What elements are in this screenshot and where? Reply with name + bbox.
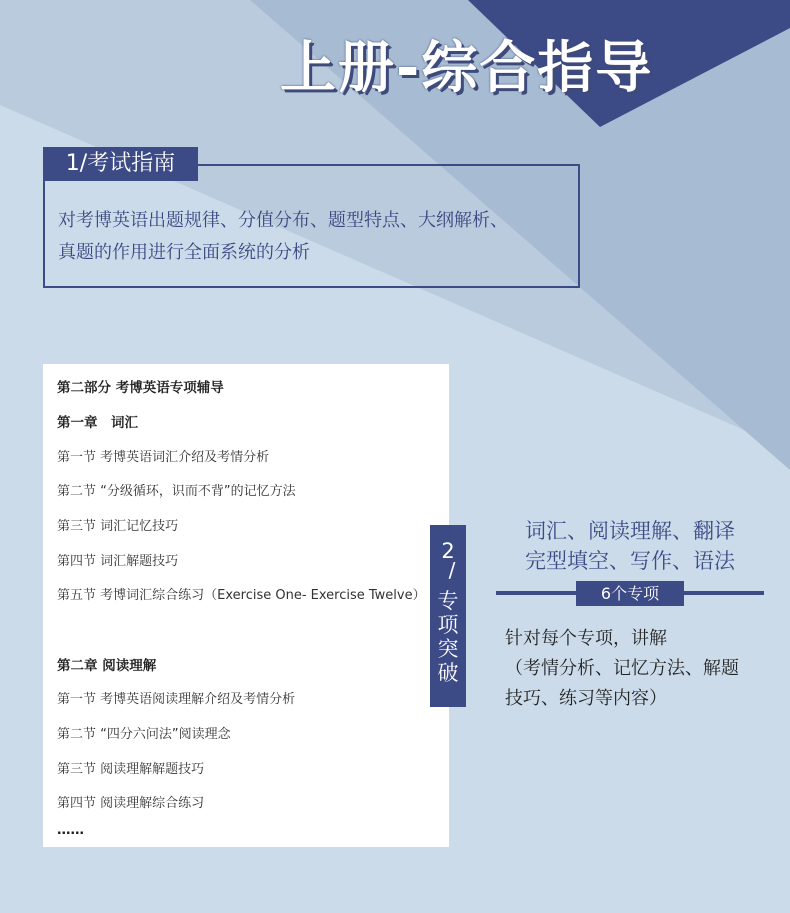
description-line: 技巧、练习等内容） (505, 688, 667, 709)
table-of-contents (43, 364, 449, 847)
description-line: 针对每个专项，讲解 (505, 628, 667, 649)
toc-section: 第三节 词汇记忆技巧 (57, 519, 179, 534)
toc-part-title: 第二部分 考博英语专项辅导 (57, 380, 224, 396)
topic-categories (496, 516, 764, 576)
toc-section: 第一节 考博英语词汇介绍及考情分析 (57, 450, 270, 465)
toc-chapter: 第一章 词汇 (57, 415, 138, 431)
section-description (505, 624, 775, 714)
toc-section: 第四节 阅读理解综合练习 (57, 796, 205, 811)
toc-section: 第二节 “分级循环，识而不背”的记忆方法 (57, 484, 296, 499)
toc-section: 第五节 考博词汇综合练习（Exercise One- Exercise Twelve） (57, 588, 426, 603)
page-title: 上册-综合指导 (280, 36, 654, 101)
toc-section: 第二节 “四分六问法”阅读理念 (57, 727, 231, 742)
toc-ellipsis: …… (57, 822, 84, 838)
toc-section: 第三节 阅读理解解题技巧 (57, 762, 205, 777)
section-label: 专项突破 (437, 589, 459, 685)
exam-guide-tag: 1/考试指南 (43, 147, 198, 181)
exam-guide-line: 对考博英语出题规律、分值分布、题型特点、大纲解析、 (58, 210, 508, 231)
section-slash: / (448, 558, 456, 582)
description-line: （考情分析、记忆方法、解题 (505, 658, 739, 679)
toc-section: 第四节 词汇解题技巧 (57, 554, 179, 569)
section-number: 2 (441, 539, 455, 563)
exam-guide-line: 真题的作用进行全面系统的分析 (58, 242, 310, 263)
category-line: 完型填空、写作、语法 (525, 549, 735, 573)
toc-section: 第一节 考博英语阅读理解介绍及考情分析 (57, 692, 296, 707)
toc-chapter: 第二章 阅读理解 (57, 658, 157, 674)
exam-guide-text (58, 205, 568, 269)
section-2-tab (430, 525, 466, 707)
topics-count-badge: 6个专项 (576, 581, 684, 606)
category-line: 词汇、阅读理解、翻译 (525, 519, 735, 543)
